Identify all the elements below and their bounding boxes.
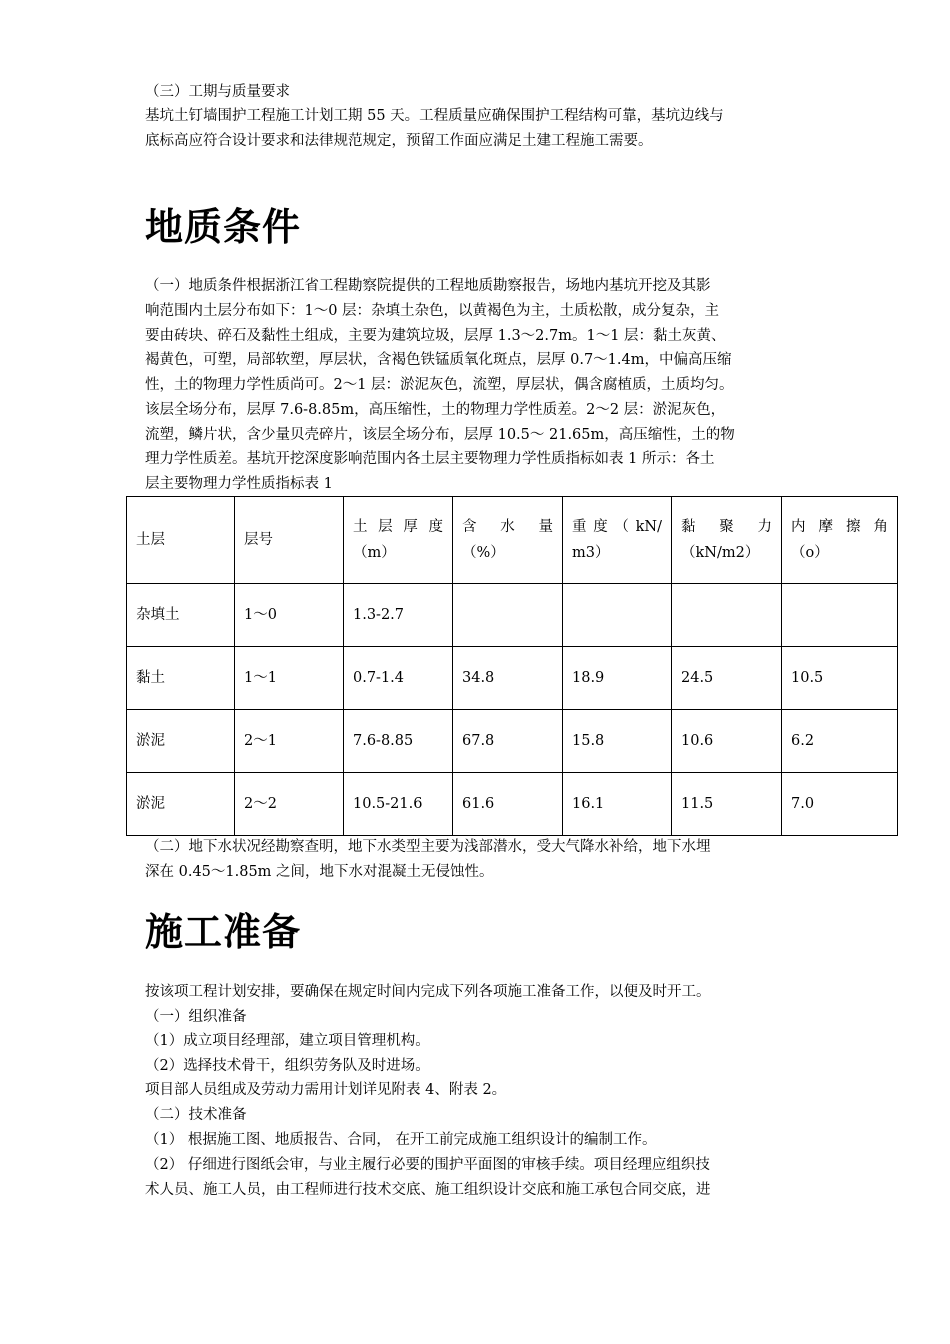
- paragraph-line: （一）组织准备: [145, 1009, 247, 1025]
- table-cell: 6.2: [782, 710, 898, 773]
- section-three-heading: （三）工期与质量要求: [145, 84, 290, 100]
- table-cell: 1～0: [235, 584, 344, 647]
- table-row: [127, 647, 898, 710]
- table-cell: 7.6-8.85: [344, 710, 453, 773]
- paragraph-line: 项目部人员组成及劳动力需用计划详见附表 4、附表 2。: [145, 1082, 507, 1098]
- table-cell: 18.9: [563, 647, 672, 710]
- header-cell: [235, 497, 344, 584]
- header-unit: （m）: [353, 545, 396, 561]
- paragraph-line: 性，土的物理力学性质尚可。2～1 层：淤泥灰色，流塑，厚层状，偶含腐植质，土质均匀。: [145, 377, 734, 393]
- header-unit: （o）: [791, 545, 829, 561]
- table-cell: 2～2: [235, 773, 344, 836]
- table-cell: 淤泥: [127, 773, 235, 836]
- table-cell: [563, 584, 672, 647]
- header-text: 土层: [136, 532, 165, 548]
- table-cell: 0.7-1.4: [344, 647, 453, 710]
- geology-title: 地质条件: [145, 205, 302, 249]
- table-cell: 杂填土: [127, 584, 235, 647]
- paragraph-line: （一）地质条件根据浙江省工程勘察院提供的工程地质勘察报告，场地内基坑开挖及其影: [145, 278, 711, 294]
- table-cell: 15.8: [563, 710, 672, 773]
- table-cell: [672, 584, 782, 647]
- paragraph-line: （1）成立项目经理部，建立项目管理机构。: [145, 1033, 430, 1049]
- table-cell: 黏土: [127, 647, 235, 710]
- table-cell: 1.3-2.7: [344, 584, 453, 647]
- table-cell: 2～1: [235, 710, 344, 773]
- header-cell: [563, 497, 672, 584]
- table-cell: 24.5: [672, 647, 782, 710]
- table-row: [127, 584, 898, 647]
- paragraph-line: 理力学性质差。基坑开挖深度影响范围内各土层主要物理力学性质指标如表 1 所示：各土: [145, 451, 715, 467]
- table-cell: 61.6: [453, 773, 563, 836]
- header-cell: [127, 497, 235, 584]
- paragraph-line: （1） 根据施工图、地质报告、合同， 在开工前完成施工组织设计的编制工作。: [145, 1132, 657, 1148]
- paragraph-line: 深在 0.45～1.85m 之间，地下水对混凝土无侵蚀性。: [145, 864, 494, 880]
- paragraph-line: 术人员、施工人员，由工程师进行技术交底、施工组织设计交底和施工承包合同交底，进: [145, 1182, 711, 1198]
- header-cell: [672, 497, 782, 584]
- header-text: 层号: [244, 532, 273, 548]
- paragraph-line: 流塑，鳞片状，含少量贝壳碎片，该层全场分布，层厚 10.5～ 21.65m，高压缩性，土的物: [145, 427, 735, 443]
- paragraph-line: 褐黄色，可塑，局部软塑，厚层状，含褐色铁锰质氧化斑点，层厚 0.7～1.4m，中偏高压缩: [145, 352, 732, 368]
- table-header-row: [127, 497, 898, 584]
- header-unit: （kN/m2）: [681, 545, 760, 561]
- header-text: 重度（kN/: [572, 519, 662, 535]
- header-cell: [344, 497, 453, 584]
- table-cell: 10.5: [782, 647, 898, 710]
- table-row: [127, 710, 898, 773]
- paragraph-line: （二）地下水状况经勘察查明，地下水类型主要为浅部潜水，受大气降水补给，地下水埋: [145, 839, 711, 855]
- header-unit: m3）: [572, 545, 610, 561]
- header-unit: （%）: [462, 545, 505, 561]
- header-text: 内摩擦角: [791, 519, 888, 535]
- paragraph-line: 层主要物理力学性质指标表 1: [145, 476, 333, 492]
- paragraph-line: 底标高应符合设计要求和法律规范规定，预留工作面应满足土建工程施工需要。: [145, 133, 653, 149]
- paragraph-line: 响范围内土层分布如下：1～0 层：杂填土杂色，以黄褐色为主，土质松散，成分复杂，主: [145, 303, 720, 319]
- paragraph-line: 基坑土钉墙围护工程施工计划工期 55 天。工程质量应确保围护工程结构可靠，基坑边线与: [145, 108, 724, 124]
- table-cell: 7.0: [782, 773, 898, 836]
- paragraph-line: 要由砖块、碎石及黏性土组成，主要为建筑垃圾，层厚 1.3～2.7m。1～1 层：黏土灰黄、: [145, 328, 726, 344]
- paragraph-line: （二）技术准备: [145, 1107, 247, 1123]
- table-cell: 10.5-21.6: [344, 773, 453, 836]
- paragraph-line: 该层全场分布，层厚 7.6-8.85m，高压缩性，土的物理力学性质差。2～2 层：淤泥灰色，: [145, 402, 726, 418]
- table-cell: 34.8: [453, 647, 563, 710]
- table-cell: 10.6: [672, 710, 782, 773]
- header-text: 土层厚度: [353, 519, 443, 535]
- paragraph-line: （2） 仔细进行图纸会审，与业主履行必要的围护平面图的审核手续。项目经理应组织技: [145, 1157, 710, 1173]
- table-row: [127, 773, 898, 836]
- paragraph-line: 按该项工程计划安排，要确保在规定时间内完成下列各项施工准备工作，以便及时开工。: [145, 984, 711, 1000]
- table-cell: 16.1: [563, 773, 672, 836]
- table-cell: 11.5: [672, 773, 782, 836]
- table-cell: 1～1: [235, 647, 344, 710]
- table-cell: [453, 584, 563, 647]
- header-cell: [453, 497, 563, 584]
- table-cell: [782, 584, 898, 647]
- header-text: 黏聚力: [681, 519, 772, 535]
- soil-properties-table: [126, 496, 898, 836]
- preparation-title: 施工准备: [145, 910, 302, 954]
- header-text: 含水量: [462, 519, 553, 535]
- paragraph-line: （2）选择技术骨干，组织劳务队及时进场。: [145, 1058, 430, 1074]
- table-cell: 67.8: [453, 710, 563, 773]
- header-cell: [782, 497, 898, 584]
- table-cell: 淤泥: [127, 710, 235, 773]
